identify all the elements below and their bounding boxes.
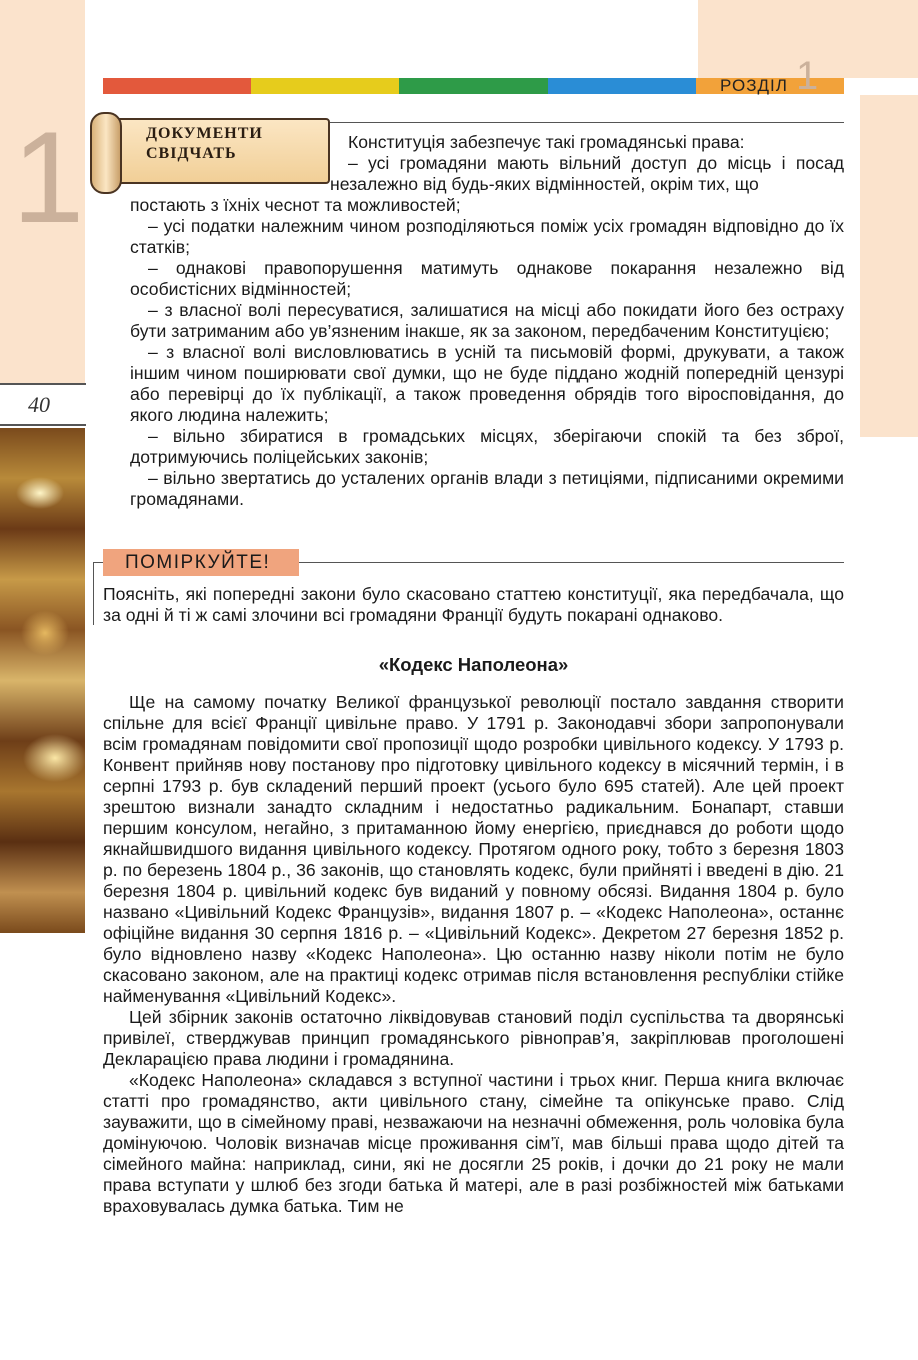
- documents-item: – однакові правопорушення матимуть однакове покарання незалежно від особистісних відмінностей;: [130, 258, 844, 299]
- page-number: 40: [28, 392, 50, 417]
- documents-list: [130, 195, 844, 510]
- article-paragraph: Цей збірник законів остаточно ліквідовував становий поділ суспільства та дворянські привілеї, стверджував принцип громадянського рівноправ’я, закріплював проголошені Декларацією права людини і громадянина.: [103, 1007, 844, 1069]
- chapter-number-large: 1: [12, 104, 85, 250]
- right-accent-tab: [860, 95, 918, 437]
- documents-title: [146, 124, 263, 164]
- article-heading: «Кодекс Наполеона»: [378, 654, 569, 675]
- documents-item: – усі податки належним чином розподіляються поміж усіх громадян відповідно до їх статків;: [130, 216, 844, 257]
- documents-intro: Конституція забезпечує такі громадянські права:: [348, 132, 745, 152]
- page-number-rule-bottom: [0, 424, 86, 426]
- think-rule: [298, 562, 844, 563]
- documents-badge: [88, 112, 333, 190]
- documents-item: – з власної волі висловлюватись в усній та письмовій формі, друкувати, а також іншим чином поширювати свої думки, що не буде піддано жодній попередній цензурі або перевірці до їх публікації, а також проведення обрядів того віросповідання, до якого людина належить;: [130, 342, 844, 425]
- page-number-rule-top: [0, 383, 86, 385]
- palace-interior-photo: [0, 428, 85, 933]
- think-badge: ПОМІРКУЙТЕ!: [103, 549, 299, 576]
- section-label: РОЗДІЛ: [720, 76, 788, 95]
- documents-title-line1: ДОКУМЕНТИ: [146, 125, 263, 142]
- documents-first-item-cont: постають з їхніх чеснот та можливостей;: [130, 195, 461, 215]
- article-body: [103, 692, 844, 1217]
- section-number: 1: [796, 54, 819, 98]
- documents-item: – з власної волі пересуватися, залишатися на місці або покидати його без остраху бути затриманим або ув’язненим інакше, як за законом, передбаченим Конституцією;: [130, 300, 844, 341]
- documents-item: – вільно збиратися в громадських місцях, зберігаючи спокій та без зброї, дотримуючись поліцейських законів;: [130, 426, 844, 467]
- scroll-roll-icon: [90, 112, 122, 194]
- documents-item: – вільно звертатись до усталених органів влади з петиціями, підписаними окремими громадянами.: [130, 468, 844, 509]
- article-paragraph: «Кодекс Наполеона» складався з вступної частини і трьох книг. Перша книга включає статті про громадянство, акти цивільного стану, сімейне та опікунське право. Слід зауважити, що в сімейному праві, незважаючи на незначні обмеження, роль чоловіка була домінуючою. Чоловік визначав місце проживання сім’ї, мав більші права щодо дітей та сімейного майна: наприклад, сини, які не досягли 25 років, і дочки до 21 року не мали права вступати у шлюб без згоди батька й матері, але в разі розбіжностей між батьками враховувалась думка батька. Тим не: [103, 1070, 844, 1216]
- documents-rule: [329, 122, 844, 123]
- think-question: Поясніть, які попередні закони було скасовано статтею конституції, яка передбачала, що за одні й ті ж самі злочини всі громадяни Франції будуть покарані однаково.: [103, 584, 844, 625]
- documents-first-item: – усі громадяни мають вільний доступ до місць і посад незалежно від будь-яких відмінностей, окрім тих, що: [330, 153, 844, 194]
- documents-title-line2: СВІДЧАТЬ: [146, 145, 237, 162]
- article-paragraph: Ще на самому початку Великої французької революції постало завдання створити спільне для всієї Франції цивільне право. У 1791 р. Законодавчі збори запропонували всім громадянам повідомити свої пропозиції щодо розробки цивільного кодексу. У 1793 р. Конвент прийняв нову постанову про підготовку цивільного кодексу в місячний термін, і в серпні 1793 р. був складений перший проект (усього було 695 статей). Але цей проект зрештою визнали занадто складним і недостатньо радикальним. Бонапарт, ставши першим консулом, негайно, з притаманною йому енергією, приєднався до роботи щодо якнайшвидшого видання цивільного кодексу. Протягом одного року, тобто з березня 1803 р. по березень 1804 р., 36 законів, що становлять кодекс, були прийняті і введені в дію. 21 березня 1804 р. цивільний кодекс був виданий у повному обсязі. Видання 1804 р. було названо «Цивільний Кодекс Французів», видання 1807 р. – «Кодекс Наполеона», останнє офіційне видання 30 серпня 1816 р. – «Цивільний Кодекс». Декретом 27 березня 1852 р. було відновлено назву «Кодекс Наполеона». Цю останню назву ніколи потім не було скасовано законом, але на практиці кодекс отримав після встановлення республіки стійке найменування «Цивільний Кодекс».: [103, 692, 844, 1006]
